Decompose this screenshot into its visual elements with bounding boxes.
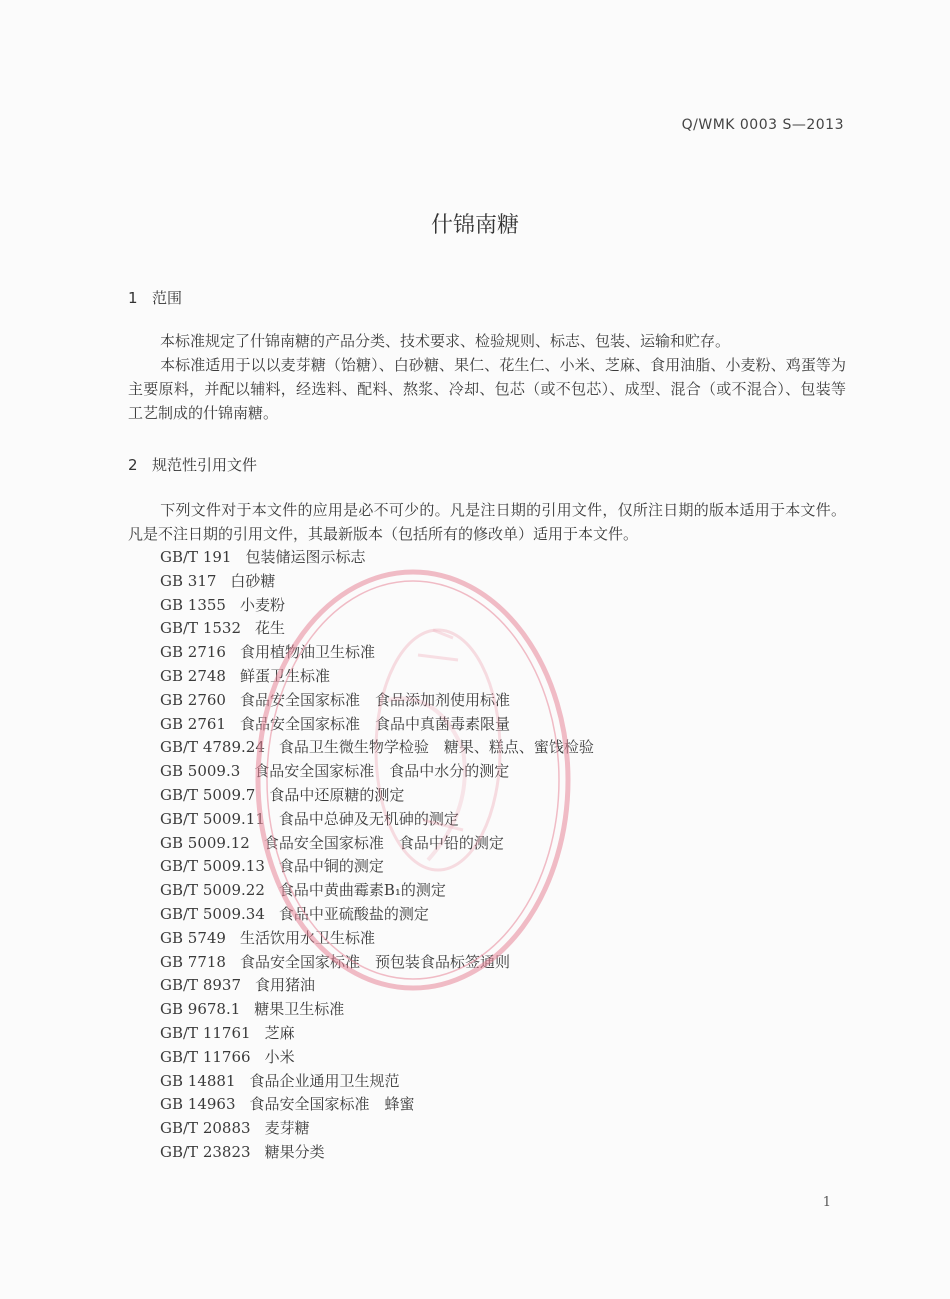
reference-item: GB/T 5009.34 食品中亚硫酸盐的测定 [160,904,429,923]
section-2-heading [128,454,257,475]
reference-item: GB 2748 鲜蛋卫生标准 [160,666,330,685]
reference-item: GB 2760 食品安全国家标准 食品添加剂使用标准 [160,690,510,709]
reference-item: GB/T 1532 花生 [160,619,286,638]
reference-item: GB 5009.12 食品安全国家标准 食品中铅的测定 [160,833,504,852]
section-number: 1 [128,289,138,307]
reference-item: GB/T 8937 食用猪油 [160,976,316,995]
section-title: 规范性引用文件 [152,456,258,474]
reference-item: GB/T 5009.22 食品中黄曲霉素B₁的测定 [160,881,446,900]
page-number: 1 [822,1195,831,1210]
reference-item: GB/T 23823 糖果分类 [160,1142,325,1161]
reference-item: GB/T 11761 芝麻 [160,1023,295,1042]
reference-item: GB 9678.1 糖果卫生标准 [160,1000,345,1019]
reference-item: GB/T 191 包装储运图示标志 [160,548,366,566]
section-1-paragraph-1: 本标准规定了什锦南糖的产品分类、技术要求、检验规则、标志、包装、运输和贮存。 [160,332,731,350]
reference-item: GB/T 11766 小米 [160,1047,295,1066]
reference-item: GB 317 白砂糖 [160,571,276,590]
reference-item: GB/T 4789.24 食品卫生微生物学检验 糖果、糕点、蜜饯检验 [160,738,594,757]
reference-item: GB 7718 食品安全国家标准 预包装食品标签通则 [160,952,510,971]
document-title: 什锦南糖 [430,213,519,238]
standard-code: Q/WMK 0003 S—2013 [681,117,844,133]
reference-item: GB/T 20883 麦芽糖 [160,1119,310,1138]
section-number: 2 [128,456,138,474]
reference-item: GB 14881 食品企业通用卫生规范 [160,1071,400,1090]
section-title: 范围 [152,289,183,307]
section-1-heading [128,287,182,308]
section-1-paragraph-2: 本标准适用于以以麦芽糖（饴糖）、白砂糖、果仁、花生仁、小米、芝麻、食用油脂、小麦粉、鸡蛋等为主要原料，并配以辅料，经选料、配料、熬浆、冷却、包芯（或不包芯）、成型、混合（或不混合）、包装等工艺制成的什锦南糖。 [128,356,846,422]
section-2-paragraph-1: 下列文件对于本文件的应用是必不可少的。凡是注日期的引用文件，仅所注日期的版本适用于本文件。凡是不注日期的引用文件，其最新版本（包括所有的修改单）适用于本文件。 [128,501,846,543]
reference-item: GB/T 5009.13 食品中铜的测定 [160,857,384,876]
reference-item: GB 2761 食品安全国家标准 食品中真菌毒素限量 [160,714,510,733]
normative-references-list [160,546,594,1165]
reference-item: GB/T 5009.11 食品中总砷及无机砷的测定 [160,809,459,828]
reference-item: GB 5749 生活饮用水卫生标准 [160,928,375,947]
reference-item: GB 2716 食用植物油卫生标准 [160,643,375,662]
reference-item: GB/T 5009.7 食品中还原糖的测定 [160,785,405,804]
reference-item: GB 1355 小麦粉 [160,595,285,614]
reference-item: GB 14963 食品安全国家标准 蜂蜜 [160,1095,415,1114]
reference-item: GB 5009.3 食品安全国家标准 食品中水分的测定 [160,762,510,781]
